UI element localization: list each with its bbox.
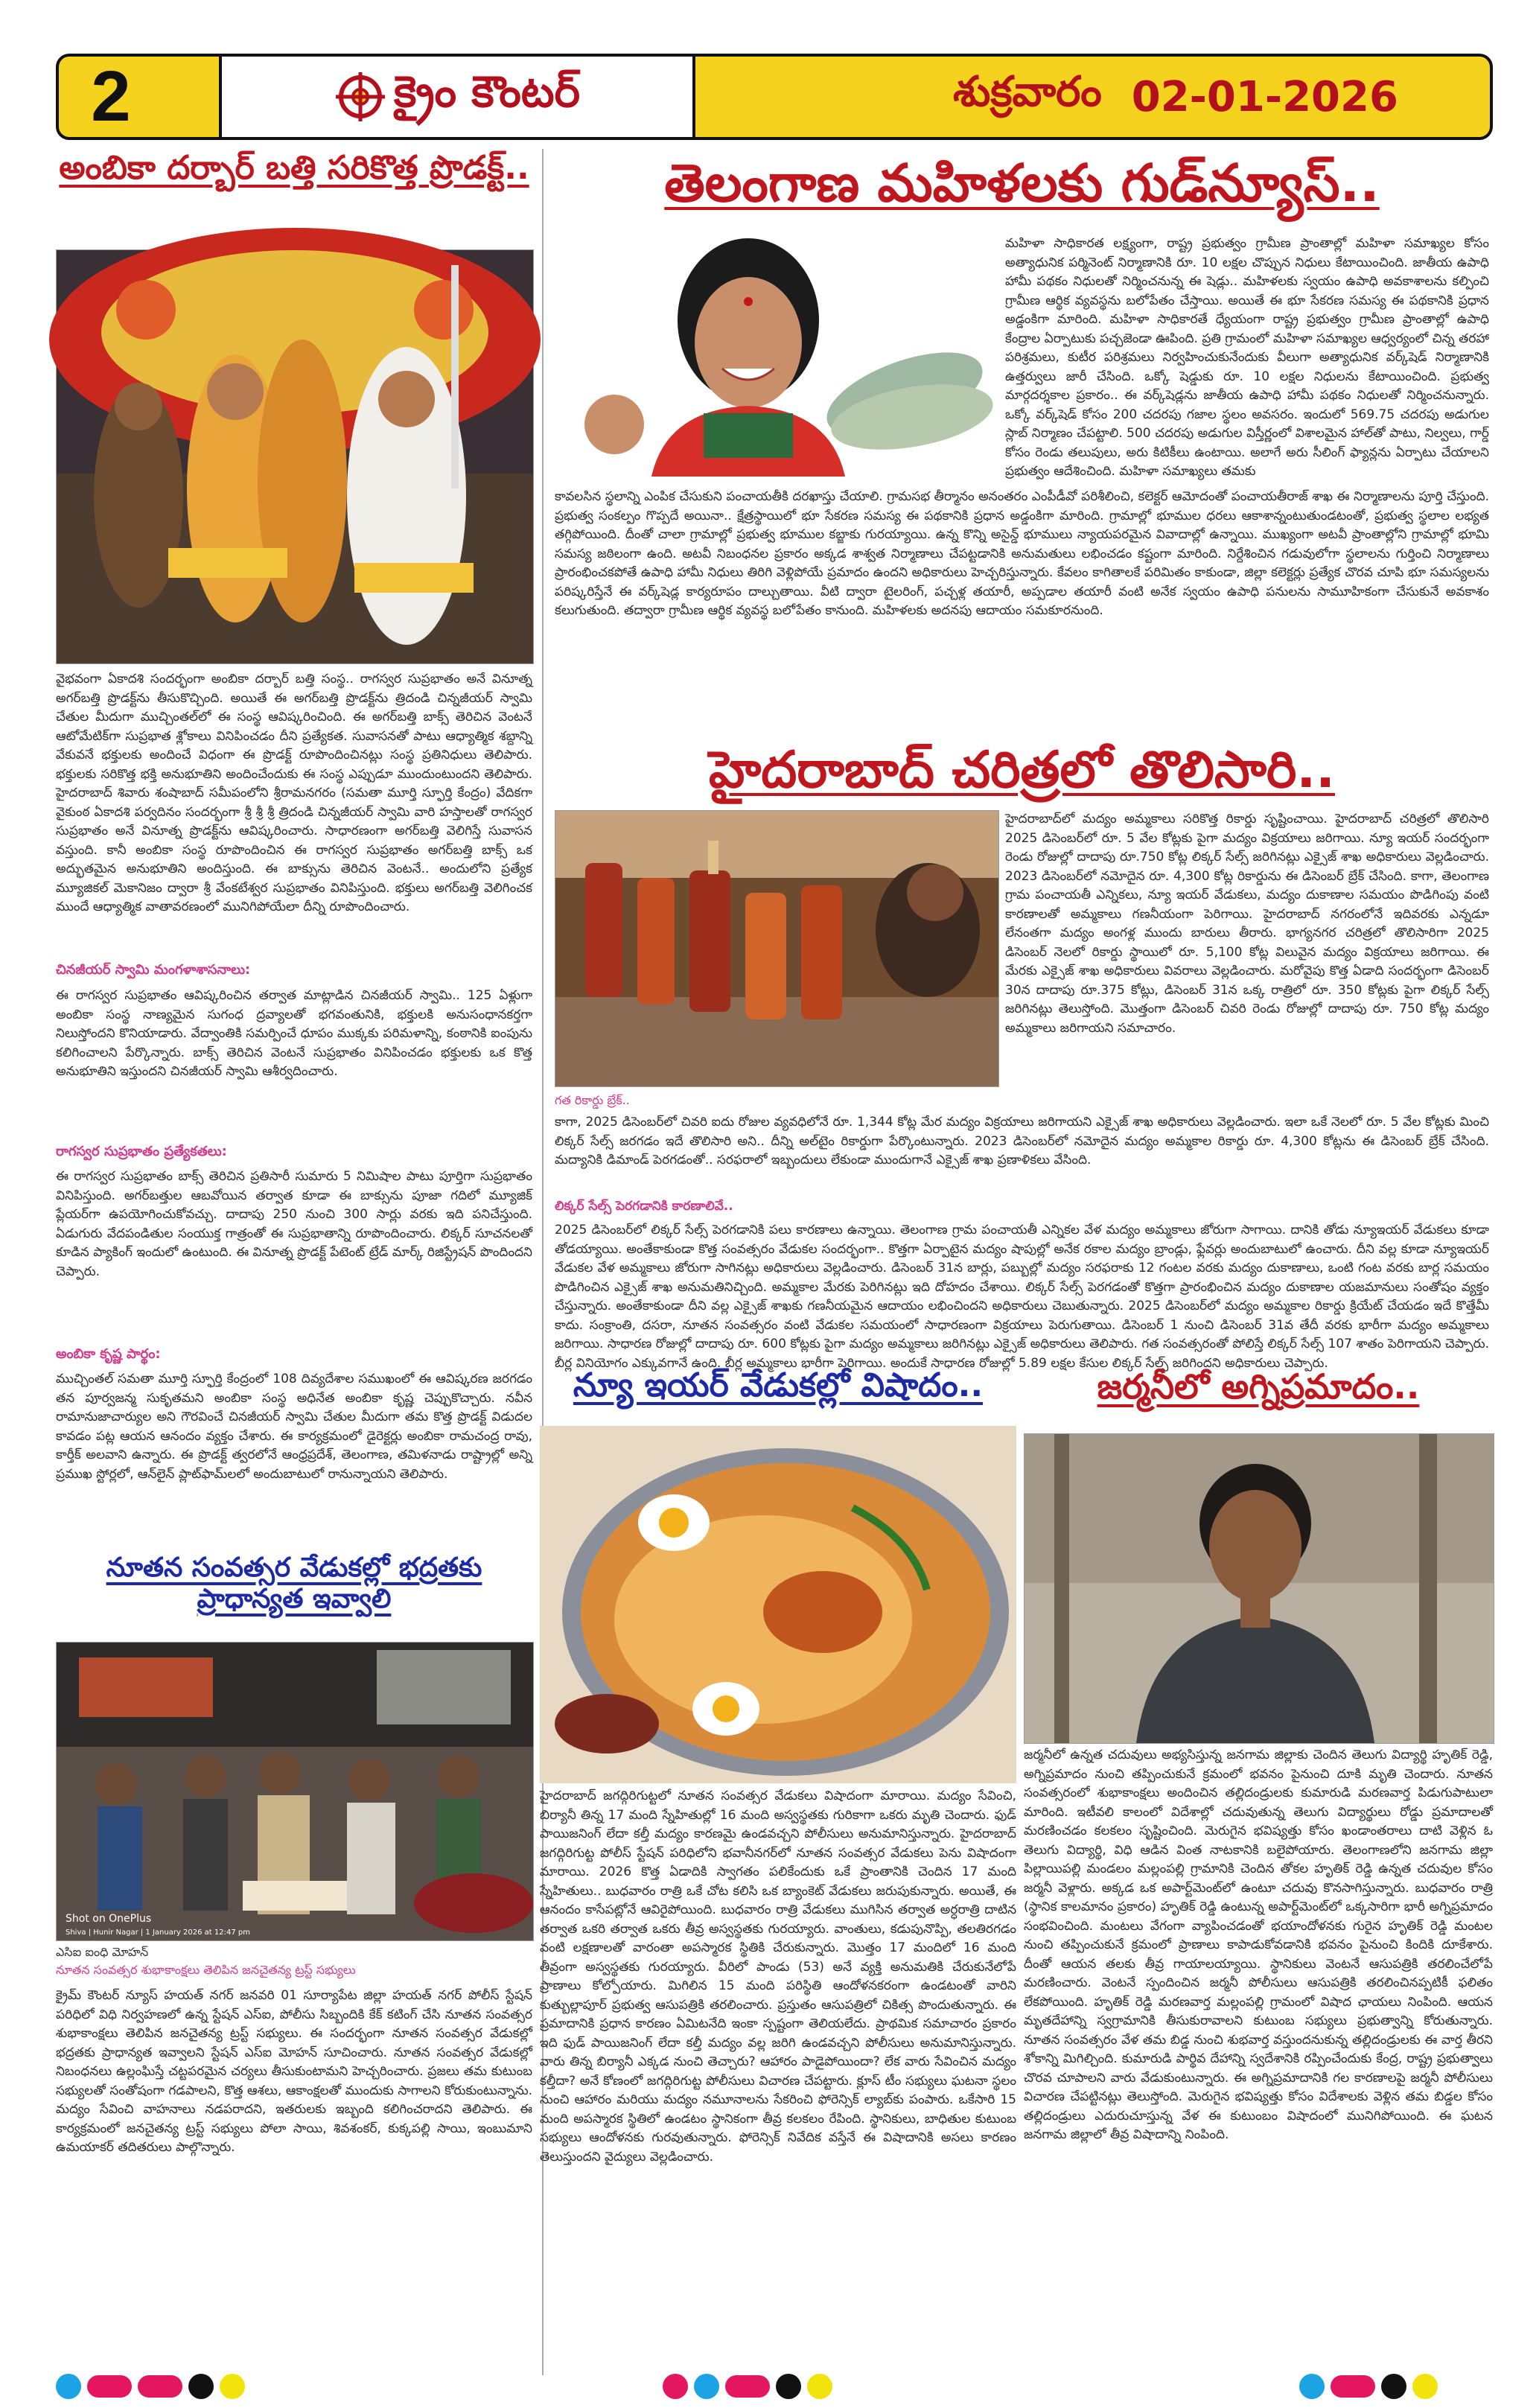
telangana-headline: తెలంగాణ మహిళలకు గుడ్‌న్యూస్.. [664,153,1380,214]
safety-subhead: నూతన సంవత్సర శుభాకాంక్షలు తెలిపిన జనచైతన్య ట్రస్ట్ సభ్యులు [56,1963,356,1977]
biryani-photo [540,1426,1016,1783]
registration-marks-center [663,2374,832,2399]
hyderabad-body-b: 2025 డిసెంబర్‌లో లిక్కర్ సేల్స్ పెరగడానికి పలు కారణాలు ఉన్నాయి. తెలంగాణ గ్రామ పంచాయతీ ఎన్నికల వేళ మద్యం అమ్మకాలు జోరుగా సాగాయి. దానికి తోడు న్యూఇయర్ వేడుకలు కూడా తోడయ్యాయి. అంతేకాకుండా కొత్త సంవత్సరం వేడుకల సందర్భంగా.. కొత్తగా ఏర్పాటైన మద్యం షాపుల్లో అనేక రకాల మద్యం బ్రాండ్లు, ఫ్లేవర్లు అందుబాటులో ఉంచారు. దీని వల్ల కూడా న్యూఇయర్ వేడుకల వేళ అమ్మకాలు జోరుగా సాగినట్లు అధికారులు వెల్లడించారు. డిసెంబర్ 31న బార్లు, పబ్బుల్లో మద్యం సరఫరాకు 12 గంటల వరకు మద్యం దుకాణాలు, ఒంటి గంట వరకు బార్ల సమయం పొడిగించిన ఎక్సైజ్ శాఖ అనుమతినిచ్చింది. అమ్మకాల మేరకు పెరిగినట్లు ఇది దోహదం చేశాయి. లిక్కర్ సేల్స్ పెరగడంతో కొత్తగా ప్రారంభించిన మద్యం దుకాణాల యజమానులు సంతోషం వ్యక్తం చేస్తున్నారు. అంతేకాకుండా దీని వల్ల ఎక్సైజ్ శాఖకు గణనీయమైన ఆదాయం లభించిందని అధికారులు చెబుతున్నారు. 2025 డిసెంబర్‌లో మద్యం అమ్మకాల రికార్డు క్రియేట్ చేయడం ఇదే కొత్తేమీ కాదు. సంక్రాంతి, దసరా, నూతన సంవత్సరం వంటి వేడుకల సమయంలో సాధారణంగా విక్రయాలు పెరుగుతాయి. డిసెంబర్ 1 నుంచి డిసెంబర్ 31వ తేదీ వరకు భారీగా మద్యం అమ్మకాలు జరిగాయి. సాధారణ రోజుల్లో దాదాపు రూ. 600 కోట్లకు పైగా మద్యం అమ్మకాలు జరిగినట్లు ఎక్సైజ్ అధికారులు తెలిపారు. గత సంవత్సరంతో పోలిస్తే లిక్కర్ సేల్స్ 107 శాతం పెరిగాయని చెప్పారు. బీర్ల వినియోగం ఎక్కువగానే ఉంది. బీర్ల అమ్మకాలు భారీగా పెరిగాయి. అందుకే సాధారణ రోజుల్లో 5.89 లక్షల కేసుల లిక్కర్ సేల్స్ జరిగిందని అధికారులు చెప్పారు. [555,1223,1489,1371]
hyderabad-caption: గత రికార్డు బ్రేక్.. [555,1093,630,1107]
ambika-subhead-3: అంబికా కృష్ణ పార్థం: [56,1346,161,1362]
newyear-safety-headline: నూతన సంవత్సర వేడుకల్లో భద్రతకు ప్రాధాన్యత ఇవ్వాలి [106,1552,482,1615]
weekday: శుక్రవారం [953,67,1102,116]
ambika-photo [56,249,534,664]
ambika-headline: అంబికా దర్బార్ బత్తి సరికొత్త ప్రొడక్ట్.. [59,149,529,187]
newyear-tragedy-headline: న్యూ ఇయర్ వేడుకల్లో విషాదం.. [573,1366,984,1404]
ambika-body: వైభవంగా ఏకాదశి సందర్భంగా అంబికా దర్బార్ బత్తి సంస్థ.. రాగస్వర సుప్రభాతం అనే వినూత్న అగర్‌బత్తి ప్రొడక్ట్‌ను తీసుకొచ్చింది. అయితే ఈ అగర్‌బత్తి ప్రొడక్ట్‌ను త్రిదండి చిన్నజీయర్ స్వామి చేతుల మీదుగా ముచ్చింతల్‌లో ఈ సంస్థ ఆవిష్కరించింది. ఈ అగర్‌బత్తి బాక్స్ తెరిచిన వెంటనే ఆటోమేటిక్‌గా సుప్రభాత శ్లోకాలు వినిపించడం దీని ప్రత్యేకత. సువాసనతో పాటు ఆధ్యాత్మిక శబ్దాన్ని వేకువనే భక్తులకు అందించే విధంగా ఈ ప్రొడక్ట్ రూపొందించినట్లు సంస్థ ప్రతినిధులు తెలిపారు. భక్తులకు సరికొత్త భక్తి అనుభూతిని అందించేందుకు ఈ సంస్థ ఎప్పుడూ ముందుంటుందని తెలిపారు. హైదరాబాద్ శివారు శంషాబాద్ సమీపంలోని శ్రీరామనగరం (సమతా మూర్తి స్ఫూర్తి కేంద్రం) వేదికగా వైకుంఠ ఏకాదశి పర్వదినం సందర్భంగా శ్రీ శ్రీ శ్రీ త్రిదండి చిన్నజీయర్ స్వామి వారి హస్తాలతో రాగస్వర సుప్రభాతం అనే వినూత్న ప్రొడక్ట్‌ను ఆవిష్కరించారు. సాధారణంగా అగర్‌బత్తి వెలిగిస్తే సువాసన వస్తుంది. కానీ అంబికా సంస్థ రూపొందించిన ఈ రాగస్వర సుప్రభాతం అగర్‌బత్తి బాక్స్ ఒక అద్భుతమైన అనుభూతిని అందిస్తుంది. ఈ బాక్సును తెరిచిన వెంటనే.. అందులోని ప్రత్యేక మ్యూజికల్ మెకానిజం ద్వారా శ్రీ వేంకటేశ్వర సుప్రభాతం వినిపిస్తుంది. భక్తులు అగర్‌బత్తి వెలిగించక ముందే ఆధ్యాత్మిక వాతావరణంలో మునిగిపోయేలా దీన్ని రూపొందించారు. [56,672,533,914]
registration-marks-right [1299,2374,1438,2399]
hyderabad-body-right: హైదరాబాద్‌లో మద్యం అమ్మకాలు సరికొత్త రికార్డు సృష్టించాయి. హైదరాబాద్ చరిత్రలో తొలిసారి 2025 డిసెంబర్‌లో రూ. 5 వేల కోట్లకు పైగా మద్యం విక్రయాలు జరిగాయి. న్యూ ఇయర్ సందర్భంగా రెండు రోజుల్లో దాదాపు రూ.750 కోట్ల లిక్కర్ సేల్స్ జరిగినట్లు ఎక్సైజ్ శాఖ అధికారులు వెల్లడించారు. 2023 డిసెంబర్‌లో నమోదైన రూ. 4,300 కోట్ల రికార్డును ఈ డిసెంబర్ బ్రేక్ చేసింది. కాగా, తెలంగాణ గ్రామ పంచాయతీ ఎన్నికలు, న్యూ ఇయర్ వేడుకలు, మద్యం దుకాణాల సమయం పొడిగింపు వంటి కారణాలతో అమ్మకాలు గణనీయంగా పెరిగాయి. హైదరాబాద్ నగరంలోనే ఇదివరకు ఎన్నడూ లేనంతగా మద్యం అంగళ్ల ముందు బారులు తీరారు. భాగ్యనగర చరిత్రలో తొలిసారిగా 2025 డిసెంబర్ నెలలో రికార్డు స్థాయిలో రూ. 5,100 కోట్ల విలువైన మద్యం విక్రయాలు జరిగాయి. ఈ మేరకు ఎక్సైజ్ శాఖ అధికారులు వివరాలు వెల్లడించారు. మరోవైపు కొత్త ఏడాది సందర్భంగా డిసెంబర్ 30న దాదాపు రూ.375 కోట్లు, డిసెంబర్ 31న ఒక్క రాత్రిలో రూ. 350 కోట్లకు పైగా లిక్కర్ సేల్స్ జరిగినట్లు తెలుస్తోంది. మొత్తంగా డిసెంబర్ చివరి రెండు రోజుల్లో దాదాపు రూ. 750 కోట్ల మద్యం అమ్మకాలు జరిగాయని సమాచారం. [1005,812,1489,1036]
dateline [867,57,1485,137]
ambika-subhead-1: చినజీయర్ స్వామి మంగళాశాసనాలు: [56,962,251,978]
ambika-subhead-2: రాగస్వర సుప్రభాతం ప్రత్యేకతలు: [56,1144,227,1159]
ambika-body-3: ముచ్చింతల్ సమతా మూర్తి స్ఫూర్తి కేంద్రంలో 108 దివ్యదేశాల సముఖంలో ఈ ఆవిష్కరణ జరగడం తన పూర్వజన్మ సుకృతమని అంబికా సంస్థ అధినేత అంబికా కృష్ణ చెప్పుకొచ్చారు. నవీన రామానుజాచార్యుల అని గౌరవించే చినజీయర్ స్వామి చేతుల మీదుగా తమ కొత్త ప్రొడక్ట్ విడుదల కావడం పట్ల ఆయన ఆనందం వ్యక్తం చేశారు. ఈ కార్యక్రమంలో డైరెక్టర్లు అంబికా రామచంద్ర రావు, కార్తీక్ అలవాని ఉన్నారు. ఈ ప్రొడక్ట్ త్వరలోనే ఆంధ్రప్రదేశ్, తెలంగాణ, తమిళనాడు రాష్ట్రాల్లో అన్ని ప్రముఖ స్టోర్లలో, ఆన్‌లైన్ ప్లాట్‌ఫామ్‌లలో అందుబాటులో రానున్నాయని తెలిపారు. [56,1372,532,1482]
student-photo [1024,1433,1494,1744]
telangana-body-full: కావలసిన స్థలాన్ని ఎంపిక చేసుకుని పంచాయతీకి దరఖాస్తు చేయాలి. గ్రామసభ తీర్మానం అనంతరం ఎంపీడీవో పరిశీలించి, కలెక్టర్ ఆమోదంతో పంచాయతీరాజ్ శాఖ ఈ నిర్మాణాలను పూర్తి చేస్తుంది. ప్రభుత్వ సంకల్పం గొప్పదే అయినా.. క్షేత్రస్థాయిలో భూ సేకరణ సమస్య ఈ పథకానికి ప్రధాన అడ్డంకిగా మారింది. గ్రామాల్లో భూముల ధరలు ఆకాశాన్నంటుతుండటంతో, ప్రభుత్వ స్థలాల లభ్యత తగ్గిపోయింది. దీంతో చాలా గ్రామాల్లో ప్రభుత్వ భూముల కబ్జాకు గురయ్యాయి. ఉన్న కొన్ని అసైన్డ్ భూములు న్యాయపరమైన వివాదాల్లో ఉన్నాయి. ముఖ్యంగా అటవీ ప్రాంతాల్లోని గ్రామాల్లో భూమి సమస్య జఠిలంగా ఉంది. అటవీ నిబంధనల ప్రకారం అక్కడ శాశ్వత నిర్మాణాలు చేపట్టడానికి అనుమతులు లభించడం కష్టంగా మారింది. నిర్దేశించిన గడువులోగా స్థలాలను గుర్తించి నిర్మాణాలు ప్రారంభించకపోతే ఉపాధి హామీ నిధులు తిరిగి వెళ్లిపోయే ప్రమాదం ఉందని అధికారులు హెచ్చరిస్తున్నారు. కేవలం కాగితాలకే పరిమితం కాకుండా, జిల్లా కలెక్టర్లు ప్రత్యేక చొరవ చూపి భూ సమస్యలను పరిష్కరిస్తేనే ఈ వర్క్‌షెడ్ల కార్యరూపం దాల్చుతాయి. వీటి ద్వారా టైలరింగ్, పచ్చళ్ల తయారీ, అప్పడాల తయారీ వంటి అనేక స్వయం ఉపాధి పనులను సామూహికంగా చేసుకునే అవకాశం కలుగుతుంది. తద్వారా గ్రామీణ ఆర్థిక వ్యవస్థ బలోపేతం కానుంది. మహిళలకు అదనపు ఆదాయం సమకూరనుంది. [555,489,1489,618]
germany-headline: జర్మనీలో అగ్నిప్రమాదం.. [1097,1366,1420,1407]
safety-body: క్రైమ్ కౌంటర్ న్యూస్ హయత్ నగర్ జనవరి 01 సూర్యాపేట జిల్లా హయత్ నగర్ పోలీస్ స్టేషన్ పరిధిలో విధి నిర్వహణలో ఉన్న స్టేషన్ ఎస్‌ఐ, పోలీసు సిబ్బందికి కేక్ కటింగ్ చేసి నూతన సంవత్సర శుభాకాంక్షలు తెలిపిన జనచైతన్య ట్రస్ట్ సభ్యులు. ఈ సందర్భంగా నూతన సంవత్సర వేడుకల్లో భద్రతకు ప్రాధాన్యత ఇవ్వాలని స్టేషన్ ఎస్‌ఐ మోహన్ సూచించారు. నూతన సంవత్సర వేడుకల్లో నిబంధనలు ఉల్లంఘిస్తే చట్టపరమైన చర్యలు తీసుకుంటామని హెచ్చరించారు. ప్రజలు తమ కుటుంబ సభ్యులతో సంతోషంగా గడపాలని, కొత్త ఆశలు, ఆకాంక్షలతో ముందుకు సాగాలని కోరుకుంటున్నాను. మద్యం సేవించి వాహనాలు నడపరాదని, ఇతరులకు ఇబ్బంది కలిగించరాదని తెలిపారు. ఈ కార్యక్రమంలో జనచైతన్య ట్రస్ట్ సభ్యులు పోలా సాయి, శివశంకర్, కుక్కపల్లి సాయి, ఇంబుమాని ఉమయాకర్ తదితరులు పాల్గొన్నారు. [56,1988,532,2155]
photo-watermark-2: Shiva | Hunir Nagar | 1 January 2026 at 12:47 pm [66,1928,250,1937]
hyderabad-body-a: కాగా, 2025 డిసెంబర్‌లో చివరి ఐదు రోజుల వ్యవధిలోనే రూ. 1,344 కోట్ల మేర మద్యం విక్రయాలు జరిగాయని ఎక్సైజ్ శాఖ అధికారులు వెల్లడించారు. ఇలా ఒకే నెలలో రూ. 5 వేల కోట్లకు మించి లిక్కర్ సేల్స్ జరగడం ఇదే తొలిసారి అని.. దీన్ని అల్‌టైం రికార్డుగా పేర్కొంటున్నారు. 2023 డిసెంబర్‌లో నమోదైన మద్యం అమ్మకాల రికార్డు రూ. 4,300 కోట్లను ఈ డిసెంబర్ బ్రేక్ చేసింది. మద్యానికి డిమాండ్ పెరగడంతో.. సరఫరాలో ఇబ్బందులు లేకుండా ముందుగానే ఎక్సైజ్ శాఖ ప్రణాళికలు వేసింది. [555,1115,1489,1168]
hyderabad-subhead: లిక్కర్ సేల్స్ పెరగడానికి కారణాలివే.. [555,1199,733,1214]
hyderabad-headline: హైదరాబాద్ చరిత్రలో తొలిసారి.. [708,741,1336,800]
woman-cash-photo [555,231,994,477]
safety-byline: ఎసిఐ ఐంధి మోహన్ [56,1945,149,1959]
logo-text: క్రైం కౌంటర్ [394,66,580,117]
issue-date: 02-01-2026 [1131,72,1398,121]
registration-marks-left [56,2374,245,2399]
ambika-body-1: ఈ రాగస్వర సుప్రభాతం ఆవిష్కరించిన తర్వాత మాట్లాడిన చినజీయర్ స్వామి.. 125 ఏళ్లుగా అంబికా సంస్థ నాణ్యమైన సుగంధ ద్రవ్యాలతో భగవంతునికి, భక్తులకి అనుసంధానకర్తగా నిలుస్తోందని కొనియాడారు. వేద్వాంతికి సమర్పించే ధూపం ముక్కకు పరిమళాన్ని, కంఠానికి ఐంపును కలిగించాలని పేర్కొన్నారు. బాక్స్ తెరిచిన వెంటనే సుప్రభాతం వినిపించడం భక్తులకు ఒక కొత్త అనుభూతిని ఇస్తుందని చినజీయర్ స్వామి ఆశీర్వదించారు. [56,988,532,1079]
liquor-shop-photo [555,810,999,1087]
ambika-body-2: ఈ రాగస్వర సుప్రభాతం బాక్స్ తెరిచిన ప్రతిసారీ సుమారు 5 నిమిషాల పాటు పూర్తిగా సుప్రభాతం వినిపిస్తుంది. అగర్‌బత్తుల ఆబవోయిన తర్వాత కూడా ఈ బాక్సును పూజా గదిలో మ్యూజిక్ ప్లేయర్‌గా ఉపయోగించుకోవచ్చు. దాదాపు 250 నుంచి 300 సార్లు వరకు ఇది పనిచేస్తుంది. ఏడుగురు వేదపండితుల సంయుక్త గాత్రంతో ఈ సుప్రభాతాన్ని రూపొందించారు. లిక్కర్ సూచనలతో కూడిన ప్యాకింగ్ ఇందులో ఉంటుంది. ఈ వినూత్న ప్రొడక్ట్ పేటెంట్ ట్రేడ్ మార్క్ రిజిస్ట్రేషన్ పొందిందని చెప్పారు. [56,1169,532,1279]
photo-watermark: Shot on OnePlus [66,1913,152,1925]
telangana-body-right: మహిళా సాధికారత లక్ష్యంగా, రాష్ట్ర ప్రభుత్వం గ్రామీణ ప్రాంతాల్లో మహిళా సమాఖ్యల కోసం అత్యాధునిక పర్మినెంట్ నిర్మాణానికి రూ. 10 లక్షల చొప్పున నిధులు కేటాయించింది. జాతీయ ఉపాధి హామీ పథకం నిధులతో నిర్మించనున్న ఈ షెడ్లు.. మహిళలకు స్వయం ఉపాధి అవకాశాలను కల్పించి గ్రామీణ ఆర్థిక వ్యవస్థను బలోపేతం చేస్తాయి. అయితే ఈ భూ సేకరణ సమస్య ఈ పథకానికి ప్రధాన అడ్డంకిగా మారింది. మహిళా సాధికారతే ధ్యేయంగా రాష్ట్ర ప్రభుత్వం గ్రామీణ ప్రాంతాల్లో ఉపాధి కేంద్రాల ఏర్పాటుకు పచ్చజెండా ఊపింది. ప్రతి గ్రామంలో మహిళా సమాఖ్యల ఆధ్వర్యంలో చిన్న తరహా పరిశ్రమలు, కుటీర పరిశ్రమలు నిర్వహించుకునేందుకు వీలుగా అత్యాధునిక వర్క్‌షెడ్ నిర్మాణానికి ఉత్తర్వులు జారీ చేసింది. ఒక్కో షెడ్డుకు రూ. 10 లక్షల నిధులను కేటాయించింది. ప్రభుత్వ మార్గదర్శకాల ప్రకారం.. ఈ వర్క్‌షెడ్లను జాతీయ ఉపాధి హామీ పథకం నిధులతో నిర్మించనున్నారు. ఒక్కో వర్క్‌షెడ్ కోసం 200 చదరపు గజాల స్థలం అవసరం. ఇందులో 569.75 చదరపు అడుగుల స్లాబ్ నిర్మాణం చేపట్టాలి. 500 చదరపు అడుగుల విస్తీర్ణంలో విశాలమైన హాల్‌తో పాటు, నిల్వలు, గార్డ్ కోసం రెండు తలుపులు, అరు కిటికీలు ఉంటాయి. అలాగే అరు సీలింగ్ ఫ్యాన్లను ఏర్పాటు చేయాలని ప్రభుత్వం ఆదేశించింది. మహిళా సమాఖ్యలు తమకు [1005,236,1489,479]
crosshair-icon [334,71,386,123]
newspaper-logo [219,54,695,140]
police-cake-photo [56,1642,534,1941]
page-number: 2 [91,57,131,136]
germany-body: జర్మనీలో ఉన్నత చదువులు అభ్యసిస్తున్న జనగామ జిల్లాకు చెందిన తెలుగు విద్యార్థి హృతిక్ రెడ్డి, అగ్నిప్రమాదం నుంచి తప్పించుకునే క్రమంలో భవనం పైనుంచి దూకి మృతి చెందారు. నూతన సంవత్సరంలో శుభాకాంక్షలు అందించిన తల్లిదండ్రులకు కుమారుడి మరణవార్త పిడుగుపాటులా మారింది. ఇటీవలి కాలంలో విదేశాల్లో చదువుతున్న తెలుగు విద్యార్థులు రోడ్డు ప్రమాదాలతో మరణించడం కలకలం సృష్టించింది. మెరుగైన భవిష్యత్తు కోసం ఖండాంతరాలు దాటి వెళ్లిన ఓ తెలుగు విద్యార్థి, విధి ఆడిన వింత నాటకానికి బలైపోయారు. తెలంగాణలోని జనగామ జిల్లా పిల్లాయిపల్లి మండలం మల్లంపల్లి గ్రామానికి చెందిన తోకల హృతిక్ రెడ్డి ఉన్నత చదువుల కోసం జర్మనీ వెళ్లారు. అక్కడ ఒక అపార్ట్‌మెంట్‌లో ఉంటూ చదువు కొనసాగిస్తున్నారు. బుధవారం రాత్రి (స్థానిక కాలమానం ప్రకారం) హృతిక్ రెడ్డి ఉంటున్న అపార్ట్‌మెంట్‌లో ఒక్కసారిగా భారీ అగ్నిప్రమాదం సంభవించింది. మంటలు వేగంగా వ్యాపించడంతో భయాందోళనకు గురైన హృతిక్ రెడ్డి మంటల నుంచి తప్పించుకునే క్రమంలో ప్రాణాలు కాపాడుకోవడానికి భవనం పైనుంచి కిందికి దూకేశారు. దీంతో ఆయన తలకు తీవ్ర గాయాలయ్యాయి. స్థానికులు వెంటనే ఆసుపత్రికి తరలించేలోపే మరణించారు. వెంటనే స్పందించిన జర్మనీ పోలీసులు ఆసుపత్రికి తరలించినప్పటికీ ఫలితం లేకపోయింది. హృతిక్ రెడ్డి మరణవార్త మల్లంపల్లి గ్రామంలో విషాద ఛాయలు నింపింది. ఆయన మృతదేహాన్ని స్వగ్రామానికి తీసుకురావాలని కుటుంబ సభ్యులు ప్రభుత్వాన్ని కోరుతున్నారు. నూతన సంవత్సరం వేళ తమ బిడ్డ నుంచి శుభవార్త వస్తుందనుకున్న తల్లిదండ్రులకు ఈ వార్త తీరని శోకాన్ని మిగిల్చింది. కుమారుడి పార్థివ దేహాన్ని స్వదేశానికి రప్పించేందుకు కేంద్ర, రాష్ట్ర ప్రభుత్వాలు చొరవ చూపాలని వారు వేడుకుంటున్నారు. ఈ అగ్నిప్రమాదానికి గల కారణాలపై జర్మనీ పోలీసులు విచారణ చేపట్టినట్లు తెలుస్తోంది. మెరుగైన భవిష్యత్తు కోసం విదేశాలకు వెళ్లిన తమ బిడ్డల కోసం తల్లిదండ్రులు ఎదురుచూస్తున్న వేళ ఈ కుటుంబం విషాదంలో మునిగిపోయింది. ఈ ఘటన జనగామ జిల్లాలో తీవ్ర విషాదాన్ని నింపింది. [1024,1748,1493,2142]
tragedy-body: హైదరాబాద్ జగద్గిరిగుట్టలో నూతన సంవత్సర వేడుకలు విషాదంగా మారాయి. మద్యం సేవించి, బిర్యానీ తిన్న 17 మంది స్నేహితుల్లో 16 మంది అస్వస్థతకు గురికాగా ఒకరు మృతి చెందారు. ఫుడ్ పాయిజనింగ్ లేదా కల్తీ మద్యం కారణమై ఉండవచ్చని పోలీసులు అనుమానిస్తున్నారు. హైదరాబాద్ జగద్గిరిగుట్ట పోలీస్ స్టేషన్ పరిధిలోని భవానీనగర్‌లో నూతన సంవత్సర వేడుకలు పెను విషాదంగా మారాయి. 2026 కొత్త ఏడాదికి స్వాగతం పలికేందుకు ఒకే ప్రాంతానికి చెందిన 17 మంది స్నేహితులు.. బుధవారం రాత్రి ఒకే చోట కలిసి ఒక బ్యాంకెట్ వేడుకలు జరుపుకున్నారు. అయితే, ఈ ఆనందం కాసేపట్లోనే ఆవిరైపోయింది. బుధవారం రాత్రి వేడుకలు ముగిసిన తర్వాత అర్ధరాత్రి దాటిన తర్వాత ఒకరి తర్వాత ఒకరు తీవ్ర అస్వస్థతకు గురయ్యారు. వాంతులు, కడుపునొప్పి, తలతిరగడం వంటి లక్షణాలతో వారంతా అపస్మారక స్థితికి చేరుకున్నారు. మొత్తం 17 మందిలో 16 మంది తీవ్రంగా అస్వస్థతకు గురయ్యారు. వీరిలో పాండు (53) అనే వ్యక్తి అనుమతికి చేరుకునేలోపే ప్రాణాలు కోల్పోయారు. మిగిలిన 15 మంది పరిస్థితి ఆందోళనకరంగా ఉండటంతో వారిని కుత్బుల్లాపూర్ ప్రభుత్వ ఆసుపత్రికి తరలించారు. ప్రస్తుతం ఆసుపత్రిలో చికిత్స పొందుతున్నారు. ఈ ప్రమాదానికి ప్రధాన కారణం ఏమిటనేది ఇంకా స్పష్టంగా తెలియలేదు. ప్రాథమిక సమాచారం ప్రకారం ఇది ఫుడ్ పాయిజనింగ్ లేదా కల్తీ మద్యం వల్ల జరిగి ఉండవచ్చని పోలీసులు అనుమానిస్తున్నారు. వారు తిన్న బిర్యానీ ఎక్కడ నుంచి తెచ్చారు? ఆహారం పాడైపోయిందా? లేక వారు సేవించిన మద్యం కల్తీదా? అనే కోణంలో జగద్గిరిగుట్ట పోలీసులు విచారణ చేపట్టారు. క్లూస్ టీం సభ్యులు ఘటనా స్థలం నుంచి ఆహారం మరియు మద్యం నమూనాలను సేకరించి ఫోరెన్సిక్ ల్యాబ్‌కు పంపారు. ఒకేసారి 15 మంది అపస్మారక స్థితిలో ఉండటం స్థానికంగా తీవ్ర కలకలం రేపింది. స్థానికులు, బాధితుల కుటుంబ సభ్యులు ఆందోళనకు గురవుతున్నారు. ఫోరెన్సిక్ నివేదిక వస్తేనే ఈ విషాదానికి అసలు కారణం తెలుస్తుందని వైద్యులు వెల్లడించారు. [540,1789,1016,2165]
masthead [56,54,1493,140]
